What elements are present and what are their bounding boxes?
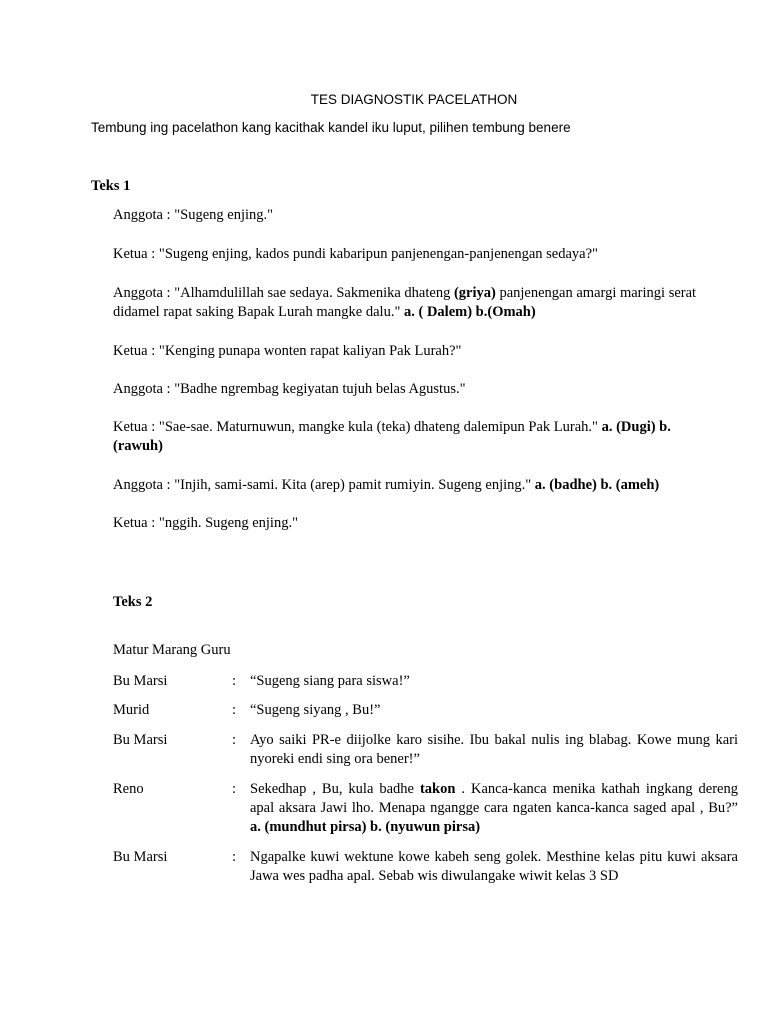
teks1-line-3-text: Anggota : "Alhamdulillah sae sedaya. Sakmenika dhateng <box>113 285 454 301</box>
dialog-text-part: Sekedhap , Bu, kula badhe <box>250 781 420 797</box>
dialog-bold-word: takon <box>419 781 456 797</box>
teks1-line-4: Ketua : "Kenging punapa wonten rapat kaliyan Pak Lurah?" <box>113 343 462 359</box>
dialog-colon: : <box>232 702 237 718</box>
teks1-line-3-text-cont: panjenengan amargi maringi serat didamel rapat saking Bapak Lurah mangke dalu." <box>113 285 697 320</box>
teks1-line-6-text: Ketua : "Sae-sae. Maturnuwun, mangke kula (teka) dhateng dalemipun Pak Lurah." <box>113 419 602 435</box>
dialog-text: “Sugeng siang para siswa!” <box>250 673 410 689</box>
teks1-line-3-options: a. ( Dalem) b.(Omah) <box>404 304 536 320</box>
dialog-text: Ngapalke kuwi wektune kowe kabeh seng golek. Mesthine kelas pitu kuwi aksara Jawa wes padha apal. Sebab wis diwulangake wiwit kelas 3 SD <box>250 849 738 884</box>
teks2-heading: Teks 2 <box>113 594 153 610</box>
dialog-speaker: Reno <box>113 781 144 797</box>
teks1-line-6 <box>113 418 713 456</box>
dialog-speaker: Murid <box>113 702 150 718</box>
dialog-options: a. (mundhut pirsa) b. (nyuwun pirsa) <box>250 819 481 835</box>
teks1-line-7 <box>113 476 738 495</box>
teks1-line-7-text: Anggota : "Injih, sami-sami. Kita (arep) pamit rumiyin. Sugeng enjing." <box>113 477 535 493</box>
teks1-line-7-options: a. (badhe) b. (ameh) <box>534 477 660 493</box>
teks1-line-5: Anggota : "Badhe ngrembag kegiyatan tujuh belas Agustus." <box>113 381 466 397</box>
teks1-line-1: Anggota : "Sugeng enjing." <box>113 207 274 223</box>
dialog-text-part: . Kanca-kanca menika kathah ingkang dereng apal aksara Jawi lho. Menapa ngangge cara ngaten kanca-kanca saged apal , Bu?” <box>250 781 738 816</box>
teks1-line-3-bold-word: (griya) <box>453 285 496 301</box>
teks1-line-3 <box>113 284 738 322</box>
teks1-line-6-options: a. (Dugi) b. (rawuh) <box>113 419 671 454</box>
teks2-subtitle: Matur Marang Guru <box>113 642 231 658</box>
dialog-text <box>250 780 738 837</box>
document-title: TES DIAGNOSTIK PACELATHON <box>310 92 518 107</box>
dialog-speaker: Bu Marsi <box>113 673 168 689</box>
teks1-line-8: Ketua : "nggih. Sugeng enjing." <box>113 515 299 531</box>
dialog-text: Ayo saiki PR-e diijolke karo sisihe. Ibu bakal nulis ing blabag. Kowe mung kari nyoreki endi sing ora bener!” <box>250 732 738 767</box>
dialog-colon: : <box>232 781 237 797</box>
teks1-heading: Teks 1 <box>91 178 131 194</box>
dialog-text: “Sugeng siyang , Bu!” <box>250 702 381 718</box>
dialog-colon: : <box>232 673 237 689</box>
instruction-text: Tembung ing pacelathon kang kacithak kandel iku luput, pilihen tembung benere <box>91 120 571 135</box>
dialog-colon: : <box>232 732 237 748</box>
dialog-speaker: Bu Marsi <box>113 849 168 865</box>
dialog-colon: : <box>232 849 237 865</box>
teks1-line-2: Ketua : "Sugeng enjing, kados pundi kabaripun panjenengan-panjenengan sedaya?" <box>113 246 598 262</box>
dialog-speaker: Bu Marsi <box>113 732 168 748</box>
